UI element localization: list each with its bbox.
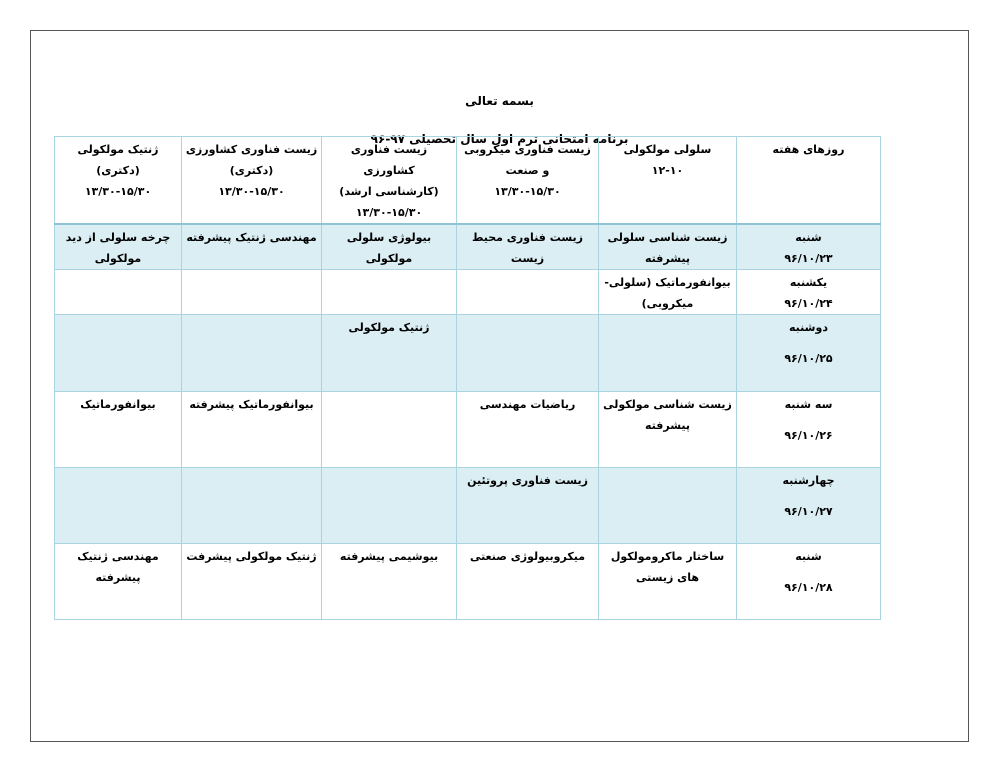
exam-cell: میکروبیولوژی صنعتی xyxy=(457,544,599,620)
day-date: ۹۶/۱۰/۲۷ xyxy=(784,505,833,518)
exam-cell xyxy=(55,468,182,544)
exam-cell: زیست شناسی مولکولی پیشرفته xyxy=(599,392,737,468)
exam-cell: بیولوژی سلولی مولکولی xyxy=(322,224,457,270)
header-line: (دکتری) xyxy=(96,164,140,177)
exam-cell xyxy=(55,315,182,392)
header-molecular-genetics-phd xyxy=(55,137,182,225)
exam-cell xyxy=(182,270,322,315)
exam-cell xyxy=(599,468,737,544)
day-date: ۹۶/۱۰/۲۳ xyxy=(784,252,833,265)
table-row xyxy=(55,392,881,468)
day-cell xyxy=(737,392,881,468)
header-line: (دکتری) xyxy=(229,164,274,177)
table-row xyxy=(55,544,881,620)
document-heading: بسمه تعالی xyxy=(465,94,534,108)
header-agri-biotech-phd xyxy=(182,137,322,225)
table-row xyxy=(55,224,881,270)
day-date: ۹۶/۱۰/۲۵ xyxy=(784,352,833,365)
table-row xyxy=(55,315,881,392)
spacer xyxy=(740,338,877,348)
exam-cell xyxy=(182,468,322,544)
day-name: دوشنبه xyxy=(789,321,828,334)
exam-cell: بیوشیمی پیشرفته xyxy=(322,544,457,620)
header-line: (کارشناسی ارشد) xyxy=(339,185,439,198)
day-date: ۹۶/۱۰/۲۸ xyxy=(784,581,833,594)
exam-cell xyxy=(322,468,457,544)
header-line: زیست فناوری کشاورزی xyxy=(185,143,318,156)
day-cell xyxy=(737,270,881,315)
exam-cell xyxy=(599,315,737,392)
day-name: شنبه xyxy=(795,550,822,563)
exam-cell xyxy=(457,270,599,315)
spacer xyxy=(740,415,877,425)
header-cellular-molecular xyxy=(599,137,737,225)
exam-cell: ژنتیک مولکولی xyxy=(322,315,457,392)
day-cell xyxy=(737,224,881,270)
header-time: ۱۲-۱۰ xyxy=(651,164,684,177)
header-line: زیست فناوری کشاورزی xyxy=(350,143,428,177)
exam-cell: مهندسی ژنتیک پیشرفته xyxy=(55,544,182,620)
spacer xyxy=(740,567,877,577)
exam-cell: زیست فناوری محیط زیست xyxy=(457,224,599,270)
spacer xyxy=(740,491,877,501)
exam-cell: بیوانفورماتیک xyxy=(55,392,182,468)
exam-cell: ریاضیات مهندسی xyxy=(457,392,599,468)
header-time: ۱۳/۳۰-۱۵/۳۰ xyxy=(355,206,423,219)
day-name: سه شنبه xyxy=(784,398,833,411)
header-days xyxy=(737,137,881,225)
day-name: یکشنبه xyxy=(789,276,828,289)
day-name: چهارشنبه xyxy=(782,474,835,487)
exam-cell xyxy=(322,270,457,315)
day-cell xyxy=(737,468,881,544)
document-subheading: برنامه امتحانی ترم اول سال تحصیلی ۹۷-۹۶ xyxy=(370,132,629,146)
header-microbial-biotech xyxy=(457,137,599,225)
exam-cell xyxy=(55,270,182,315)
table-header-row xyxy=(55,137,881,225)
header-time: ۱۳/۳۰-۱۵/۳۰ xyxy=(84,185,152,198)
exam-cell xyxy=(182,315,322,392)
day-cell xyxy=(737,544,881,620)
header-time: ۱۳/۳۰-۱۵/۳۰ xyxy=(494,185,561,198)
day-cell xyxy=(737,315,881,392)
exam-cell: زیست فناوری پروتئین xyxy=(457,468,599,544)
exam-cell: چرخه سلولی از دید مولکولی xyxy=(55,224,182,270)
exam-cell: ساختار ماکرومولکول های زیستی xyxy=(599,544,737,620)
table-row xyxy=(55,270,881,315)
day-date: ۹۶/۱۰/۲۶ xyxy=(784,429,833,442)
exam-schedule-table xyxy=(54,136,881,620)
table-row xyxy=(55,468,881,544)
header-time: ۱۳/۳۰-۱۵/۳۰ xyxy=(218,185,285,198)
exam-cell: زیست شناسی سلولی پیشرفته xyxy=(599,224,737,270)
exam-cell: بیوانفورماتیک (سلولی- میکروبی) xyxy=(599,270,737,315)
header-line: زیست فناوری میکروبی xyxy=(464,143,591,156)
exam-cell xyxy=(457,315,599,392)
header-days-label: روزهای هفته xyxy=(772,143,845,156)
header-line: و صنعت xyxy=(505,164,550,177)
header-line: سلولی مولکولی xyxy=(623,143,712,156)
day-name: شنبه xyxy=(795,231,822,244)
exam-cell: مهندسی ژنتیک پیشرفته xyxy=(182,224,322,270)
exam-cell: ژنتیک مولکولی پیشرفت xyxy=(182,544,322,620)
header-agri-biotech-masters xyxy=(322,137,457,225)
exam-cell: بیوانفورماتیک پیشرفته xyxy=(182,392,322,468)
day-date: ۹۶/۱۰/۲۴ xyxy=(784,297,833,310)
header-line: ژنتیک مولکولی xyxy=(77,143,159,156)
exam-cell xyxy=(322,392,457,468)
